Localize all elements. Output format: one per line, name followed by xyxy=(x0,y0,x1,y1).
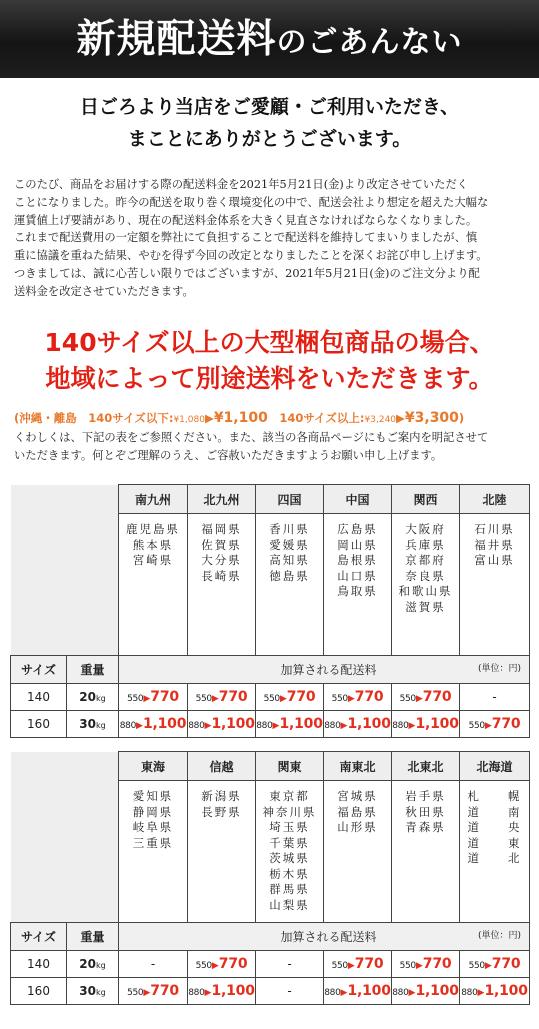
arrow-icon: ▶ xyxy=(340,721,348,731)
region-name: 北九州 xyxy=(188,485,256,514)
old-fee: 880 xyxy=(461,988,478,998)
prefecture-name: 鳥取県 xyxy=(337,584,378,598)
arrow-icon: ▶ xyxy=(396,411,405,425)
prefecture-name: 群馬県 xyxy=(269,882,310,896)
size-value: 140 xyxy=(11,684,67,711)
size-header: サイズ xyxy=(11,923,67,951)
notice-paragraph xyxy=(14,176,529,301)
region-name: 四国 xyxy=(256,485,324,514)
prefecture-name: 福岡県 xyxy=(201,522,242,536)
prefecture-name: 道 東 xyxy=(467,835,522,850)
fee-cell xyxy=(392,951,460,978)
banner-title-sub: のごあんない xyxy=(276,25,463,60)
weight-unit: kg xyxy=(95,988,106,997)
okinawa-over-new: ¥3,300 xyxy=(404,410,459,426)
added-fee-label: 加算される配送料 xyxy=(280,663,377,677)
notice-line: このたび、商品をお届けする際の配送料金を2021年5月21日(金)より改定させていただく xyxy=(14,178,469,191)
okinawa-suffix: ) xyxy=(458,411,465,425)
prefecture-name: 道 南 xyxy=(467,804,522,819)
old-fee: 550 xyxy=(331,694,348,704)
new-fee: 1,100 xyxy=(347,716,391,732)
prefecture-name: 山形県 xyxy=(337,820,378,834)
prefecture-name: 栃木県 xyxy=(269,866,310,881)
arrow-icon: ▶ xyxy=(211,694,219,704)
banner-title-main: 新規配送料 xyxy=(76,16,277,62)
prefecture-name: 山口県 xyxy=(337,568,378,583)
old-fee: 880 xyxy=(188,988,205,998)
weight-value xyxy=(67,951,119,978)
old-fee: 550 xyxy=(263,694,280,704)
old-fee: 550 xyxy=(195,694,212,704)
prefecture-name: 道 央 xyxy=(467,820,522,834)
old-fee: 880 xyxy=(392,721,409,731)
weight-header: 重量 xyxy=(67,656,119,684)
thanks-line-1: 日ごろより当店をご愛顧・ご利用いただき、 xyxy=(79,96,460,118)
prefecture-list xyxy=(188,514,256,656)
guide-paragraph xyxy=(14,429,529,465)
weight-header: 重量 xyxy=(67,923,119,951)
fee-row xyxy=(11,951,530,978)
prefecture-name: 島根県 xyxy=(337,553,378,567)
prefecture-name: 福井県 xyxy=(474,537,515,552)
fee-cell xyxy=(188,711,256,738)
new-fee: 770 xyxy=(218,689,248,705)
prefecture-name: 大阪府 xyxy=(405,522,446,536)
prefecture-list xyxy=(460,781,530,923)
size-value: 140 xyxy=(11,951,67,978)
weight-number: 30 xyxy=(79,717,96,731)
prefecture-name: 長野県 xyxy=(201,804,242,819)
notice-line: これまで配送費用の一定額を弊社にて負担することで配送料を維持してまいりましたが、慎 xyxy=(14,231,478,245)
prefecture-name: 神奈川県 xyxy=(262,804,317,819)
prefecture-name: 広島県 xyxy=(337,522,378,536)
old-fee: 550 xyxy=(468,961,485,971)
new-fee: 1,100 xyxy=(484,983,528,999)
prefecture-list xyxy=(188,781,256,923)
arrow-icon: ▶ xyxy=(347,694,355,704)
old-fee: 880 xyxy=(324,988,341,998)
prefecture-name: 和歌山県 xyxy=(398,584,453,598)
prefecture-name: 徳島県 xyxy=(269,568,310,583)
prefecture-name: 奈良県 xyxy=(405,568,446,583)
prefecture-name: 鹿児島県 xyxy=(126,522,180,536)
arrow-icon: ▶ xyxy=(484,721,492,731)
arrow-icon: ▶ xyxy=(484,961,492,971)
okinawa-under-new: ¥1,100 xyxy=(213,410,268,426)
fee-cell xyxy=(188,951,256,978)
fee-cell xyxy=(324,951,392,978)
notice-line: 重に協議を重ねた結果、やむを得ず今回の改定となりましたことを深くお詫び申し上げます。 xyxy=(14,249,488,263)
fee-cell xyxy=(460,978,530,1005)
okinawa-rates xyxy=(14,410,534,426)
region-name: 北陸 xyxy=(460,485,530,514)
unit-label: (単位：円) xyxy=(477,664,521,674)
weight-number: 20 xyxy=(79,957,96,971)
old-fee: 880 xyxy=(188,721,205,731)
prefecture-list xyxy=(324,514,392,656)
added-fee-label: 加算される配送料 xyxy=(280,930,377,944)
arrow-icon: ▶ xyxy=(408,988,416,998)
prefecture-name: 愛知県 xyxy=(132,789,174,803)
arrow-icon: ▶ xyxy=(143,694,151,704)
fee-cell xyxy=(324,711,392,738)
guide-line: いただきます。何とぞご理解のうえ、ご容赦いただきますようお願い申し上げます。 xyxy=(14,448,443,462)
fee-row xyxy=(11,711,530,738)
new-fee: 1,100 xyxy=(279,716,323,732)
fee-cell xyxy=(392,978,460,1005)
fee-cell xyxy=(460,951,530,978)
corner-blank xyxy=(11,752,119,923)
region-name: 東海 xyxy=(119,752,188,781)
fee-none: - xyxy=(460,684,530,711)
prefecture-list xyxy=(119,781,188,923)
arrow-icon: ▶ xyxy=(204,411,214,425)
prefecture-name: 埼玉県 xyxy=(269,820,310,834)
headline-line-1: 140サイズ以上の大型梱包商品の場合、 xyxy=(44,328,495,357)
prefecture-name: 静岡県 xyxy=(132,804,174,819)
new-fee: 1,100 xyxy=(211,983,255,999)
prefecture-name: 三重県 xyxy=(132,835,174,850)
arrow-icon: ▶ xyxy=(347,961,355,971)
arrow-icon: ▶ xyxy=(408,721,416,731)
arrow-icon: ▶ xyxy=(211,961,219,971)
weight-number: 30 xyxy=(79,984,96,998)
prefecture-list xyxy=(119,514,188,656)
fee-cell xyxy=(392,711,460,738)
arrow-icon: ▶ xyxy=(204,988,212,998)
prefecture-name: 宮崎県 xyxy=(132,553,174,567)
prefecture-list xyxy=(460,514,530,656)
arrow-icon: ▶ xyxy=(136,721,143,731)
region-name: 北海道 xyxy=(460,752,530,781)
new-fee: 770 xyxy=(491,956,521,972)
old-fee: 550 xyxy=(331,961,348,971)
fee-cell xyxy=(256,711,324,738)
old-fee: 550 xyxy=(127,694,144,704)
region-name: 北東北 xyxy=(392,752,460,781)
prefecture-name: 札 幌 xyxy=(467,789,522,803)
fee-cell xyxy=(188,978,256,1005)
prefecture-name: 熊本県 xyxy=(132,537,174,552)
prefecture-name: 高知県 xyxy=(269,553,310,567)
size-value: 160 xyxy=(11,978,67,1005)
new-fee: 770 xyxy=(150,689,179,705)
okinawa-under-old: ¥1,080 xyxy=(173,415,205,425)
prefecture-name: 青森県 xyxy=(405,820,446,834)
arrow-icon: ▶ xyxy=(340,988,348,998)
fee-row xyxy=(11,684,530,711)
old-fee: 550 xyxy=(399,961,416,971)
new-fee: 770 xyxy=(491,716,521,732)
arrow-icon: ▶ xyxy=(415,961,423,971)
unit-label: (単位：円) xyxy=(477,931,521,941)
fee-cell xyxy=(188,684,256,711)
fee-none: - xyxy=(256,978,324,1005)
weight-unit: kg xyxy=(95,961,106,970)
prefecture-name: 宮城県 xyxy=(337,789,378,803)
prefecture-name: 香川県 xyxy=(269,522,310,536)
prefecture-name: 兵庫県 xyxy=(405,537,446,552)
new-fee: 1,100 xyxy=(415,716,459,732)
corner-blank xyxy=(11,485,119,656)
notice-line: 運賃値上げ要請があり、現在の配送料金体系を大きく見直さなければならなくなりました。 xyxy=(14,213,478,227)
arrow-icon: ▶ xyxy=(272,721,280,731)
guide-line: くわしくは、下記の表をご参照ください。また、該当の各商品ページにもご案内を明記させて xyxy=(14,431,489,444)
region-name: 南東北 xyxy=(324,752,392,781)
prefecture-name: 新潟県 xyxy=(201,789,242,803)
region-name: 南九州 xyxy=(119,485,188,514)
new-fee: 770 xyxy=(354,956,384,972)
okinawa-prefix: (沖縄・離島 140サイズ以下: xyxy=(14,411,174,425)
region-name: 中国 xyxy=(324,485,392,514)
weight-unit: kg xyxy=(95,694,106,703)
added-fee-header xyxy=(119,923,530,951)
prefecture-name: 佐賀県 xyxy=(201,537,242,552)
prefecture-name: 岐阜県 xyxy=(132,820,174,834)
prefecture-name: 岡山県 xyxy=(337,537,378,552)
region-name: 関東 xyxy=(256,752,324,781)
fee-cell xyxy=(119,978,188,1005)
region-name: 信越 xyxy=(188,752,256,781)
new-fee: 770 xyxy=(218,956,248,972)
old-fee: 550 xyxy=(468,721,485,731)
arrow-icon: ▶ xyxy=(279,694,287,704)
size-value: 160 xyxy=(11,711,67,738)
prefecture-name: 石川県 xyxy=(474,522,515,536)
new-fee: 1,100 xyxy=(347,983,391,999)
fee-cell xyxy=(256,684,324,711)
fee-none: - xyxy=(119,951,188,978)
shipping-rate-table-2 xyxy=(10,751,530,1005)
fee-cell xyxy=(460,711,530,738)
size-header: サイズ xyxy=(11,656,67,684)
prefecture-name: 大分県 xyxy=(201,553,242,567)
prefecture-name: 東京都 xyxy=(269,789,310,803)
weight-value xyxy=(67,684,119,711)
prefecture-name: 岩手県 xyxy=(405,789,446,803)
fee-header-row xyxy=(11,923,530,951)
notice-line: 送料金を改定させていただきます。 xyxy=(14,284,194,298)
arrow-icon: ▶ xyxy=(415,694,423,704)
fee-cell xyxy=(324,978,392,1005)
fee-cell xyxy=(119,711,188,738)
prefecture-name: 滋賀県 xyxy=(405,599,446,614)
added-fee-header xyxy=(119,656,530,684)
prefecture-list xyxy=(256,781,324,923)
prefecture-list xyxy=(324,781,392,923)
new-fee: 770 xyxy=(150,983,179,999)
prefecture-name: 福島県 xyxy=(337,804,378,819)
prefecture-list xyxy=(392,781,460,923)
old-fee: 880 xyxy=(392,988,409,998)
fee-row xyxy=(11,978,530,1005)
fee-none: - xyxy=(256,951,324,978)
arrow-icon: ▶ xyxy=(477,988,485,998)
old-fee: 550 xyxy=(195,961,212,971)
prefecture-list xyxy=(256,514,324,656)
new-fee: 770 xyxy=(422,689,452,705)
arrow-icon: ▶ xyxy=(204,721,212,731)
prefecture-name: 千葉県 xyxy=(269,835,310,850)
prefecture-name: 京都府 xyxy=(405,553,446,567)
old-fee: 550 xyxy=(127,988,144,998)
prefecture-name: 道 北 xyxy=(467,851,522,865)
old-fee: 880 xyxy=(119,721,137,731)
notice-line: ことになりました。昨今の配送を取り巻く環境変化の中で、配送会社より想定を超えた大幅な xyxy=(14,195,489,209)
title-banner xyxy=(0,0,539,78)
okinawa-over-label: 140サイズ以上: xyxy=(279,411,365,425)
region-name: 関西 xyxy=(392,485,460,514)
prefecture-name: 愛媛県 xyxy=(269,537,310,552)
prefecture-name: 富山県 xyxy=(474,553,515,567)
prefecture-list xyxy=(392,514,460,656)
notice-line: つきましては、誠に心苦しい限りではございますが、2021年5月21日(金)のご注文分より配 xyxy=(14,266,480,280)
fee-header-row xyxy=(11,656,530,684)
fee-cell xyxy=(392,684,460,711)
new-fee: 1,100 xyxy=(211,716,255,732)
okinawa-over-old: ¥3,240 xyxy=(364,415,397,425)
new-fee: 770 xyxy=(286,689,316,705)
new-fee: 1,100 xyxy=(142,716,187,732)
headline-line-2: 地域によって別途送料をいただきます。 xyxy=(45,364,494,393)
prefecture-name: 茨城県 xyxy=(269,851,310,865)
prefecture-name: 秋田県 xyxy=(405,804,446,819)
arrow-icon: ▶ xyxy=(143,988,151,998)
weight-value xyxy=(67,711,119,738)
new-fee: 1,100 xyxy=(415,983,459,999)
thanks-line-2: まことにありがとうございます。 xyxy=(127,128,412,150)
weight-unit: kg xyxy=(95,721,106,730)
fee-cell xyxy=(119,684,188,711)
weight-number: 20 xyxy=(79,690,96,704)
old-fee: 550 xyxy=(399,694,416,704)
region-header-row xyxy=(11,752,530,781)
new-fee: 770 xyxy=(422,956,452,972)
shipping-rate-table-1 xyxy=(10,484,530,738)
prefecture-name: 長崎県 xyxy=(201,568,242,583)
weight-value xyxy=(67,978,119,1005)
old-fee: 880 xyxy=(256,721,273,731)
region-header-row xyxy=(11,485,530,514)
prefecture-name: 山梨県 xyxy=(269,897,310,912)
fee-cell xyxy=(324,684,392,711)
new-fee: 770 xyxy=(354,689,384,705)
old-fee: 880 xyxy=(324,721,341,731)
